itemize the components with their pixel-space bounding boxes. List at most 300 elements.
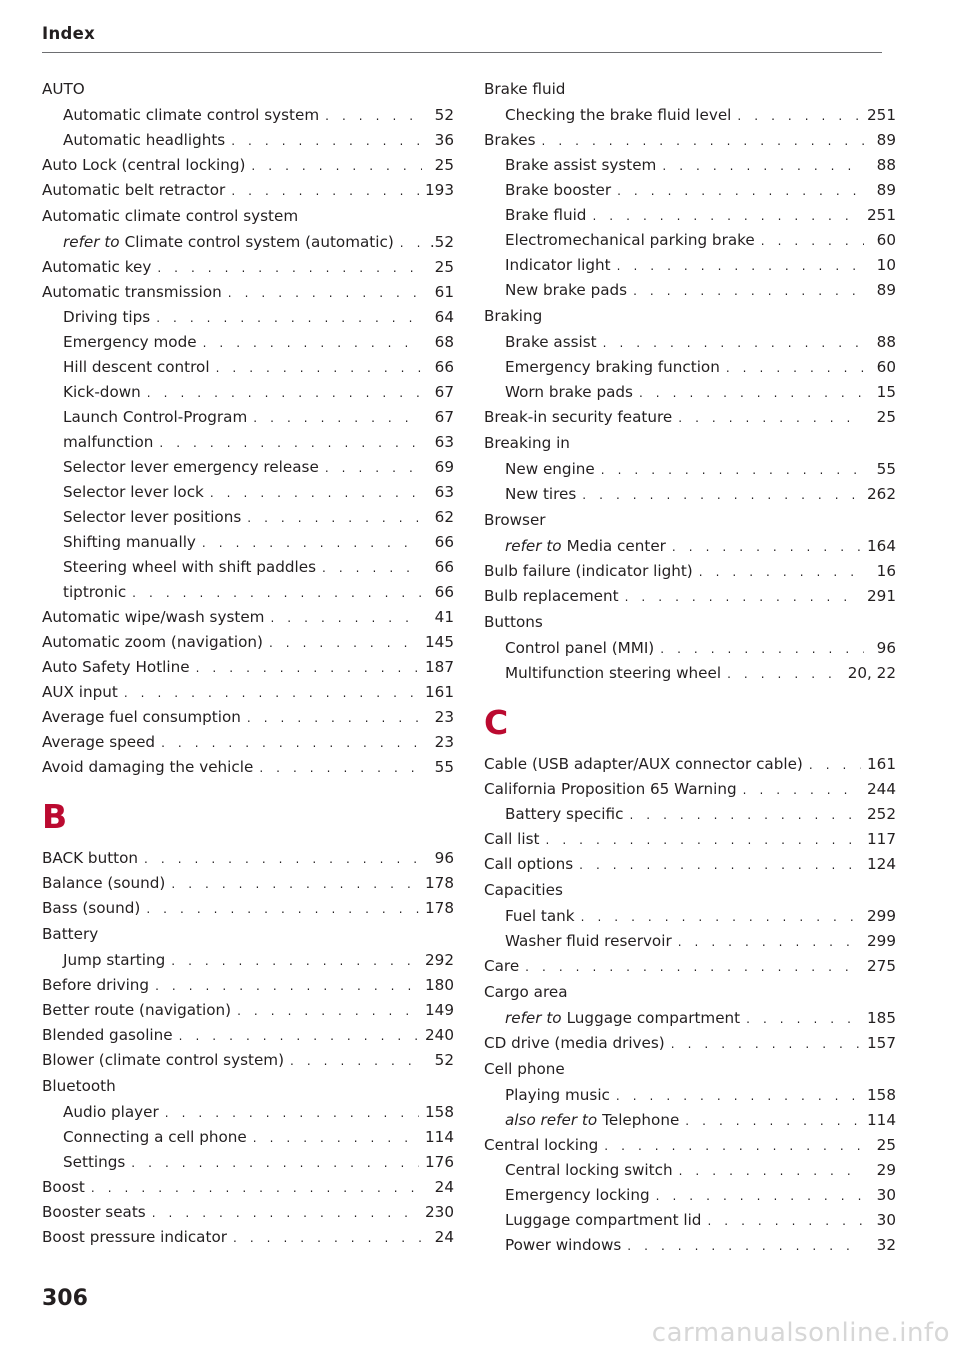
leader-dots — [152, 1201, 419, 1225]
entry-text: Selector lever positions — [63, 508, 242, 526]
page-reference: 240 — [425, 1026, 454, 1044]
index-subentry — [484, 1158, 896, 1183]
index-group-heading — [484, 303, 896, 330]
leader-dots — [231, 129, 422, 153]
index-column-left — [42, 76, 454, 1250]
index-entry — [42, 255, 454, 280]
page-reference: 60 — [876, 231, 896, 249]
entry-text: Automatic climate control system — [63, 106, 320, 124]
entry-text: Hill descent control — [63, 358, 210, 376]
index-subentry — [42, 1100, 454, 1125]
leader-dots — [165, 1101, 419, 1125]
index-entry — [42, 605, 454, 630]
page-reference: 88 — [876, 333, 896, 351]
entry-text: Brake fluid — [484, 80, 566, 98]
entry-text: Before driving — [42, 976, 150, 994]
index-subentry — [484, 1183, 896, 1208]
cross-reference-target: Luggage compartment — [566, 1009, 741, 1027]
entry-text: Bluetooth — [42, 1077, 116, 1095]
page-reference: 157 — [867, 1034, 896, 1052]
index-subentry — [42, 505, 454, 530]
leader-dots — [231, 179, 419, 203]
leader-dots — [625, 585, 861, 609]
leader-dots — [325, 456, 422, 480]
page-reference: 36 — [434, 131, 454, 149]
page-reference: 299 — [867, 907, 896, 925]
index-entry — [484, 559, 896, 584]
entry-text: Brake assist — [505, 333, 597, 351]
entry-text: Care — [484, 957, 520, 975]
index-subentry — [484, 636, 896, 661]
page-reference: 69 — [434, 458, 454, 476]
index-group-heading — [484, 979, 896, 1006]
entry-text: Automatic transmission — [42, 283, 222, 301]
index-entry — [484, 954, 896, 979]
page-reference: 185 — [867, 1009, 896, 1027]
index-subentry — [42, 430, 454, 455]
page-reference: 25 — [434, 156, 454, 174]
index-subentry — [42, 103, 454, 128]
entry-text: Multifunction steering wheel — [505, 664, 722, 682]
leader-dots — [253, 406, 422, 430]
index-subentry — [42, 230, 454, 255]
page-reference: 29 — [876, 1161, 896, 1179]
entry-text: AUTO — [42, 80, 85, 98]
leader-dots — [678, 406, 864, 430]
leader-dots — [525, 955, 861, 979]
leader-dots — [546, 828, 862, 852]
page-reference: 275 — [867, 957, 896, 975]
page-reference: 124 — [867, 855, 896, 873]
leader-dots — [146, 897, 419, 921]
index-entry — [484, 128, 896, 153]
index-subentry — [484, 1233, 896, 1258]
index-subentry — [42, 305, 454, 330]
entry-text: Emergency braking function — [505, 358, 720, 376]
index-subentry — [42, 355, 454, 380]
page-reference: 10 — [876, 256, 896, 274]
page-reference: 262 — [867, 485, 896, 503]
page-reference: 30 — [876, 1211, 896, 1229]
entry-text: Braking — [484, 307, 543, 325]
entry-text: Cell phone — [484, 1060, 565, 1078]
index-entry — [42, 871, 454, 896]
page-reference: 158 — [425, 1103, 454, 1121]
entry-text: Indicator light — [505, 256, 611, 274]
entry-text: Browser — [484, 511, 546, 529]
page-reference: 180 — [425, 976, 454, 994]
entry-text: Driving tips — [63, 308, 151, 326]
entry-text: Luggage compartment lid — [505, 1211, 702, 1229]
index-subentry — [484, 380, 896, 405]
page-reference: 88 — [876, 156, 896, 174]
index-entry — [42, 630, 454, 655]
index-entry — [42, 896, 454, 921]
page-reference: 52 — [434, 106, 454, 124]
cross-reference-target: Media center — [566, 537, 666, 555]
entry-text — [505, 534, 666, 559]
page-reference: 66 — [434, 583, 454, 601]
leader-dots — [131, 1151, 419, 1175]
page-reference: 24 — [434, 1228, 454, 1246]
cross-reference-label: refer to — [505, 1009, 562, 1027]
page-header — [42, 24, 882, 53]
leader-dots — [603, 331, 864, 355]
leader-dots — [592, 204, 861, 228]
index-subentry — [484, 355, 896, 380]
leader-dots — [157, 256, 422, 280]
leader-dots — [707, 1209, 864, 1233]
index-subentry — [484, 228, 896, 253]
entry-text: Break-in security feature — [484, 408, 673, 426]
index-subentry — [484, 457, 896, 482]
page-reference: 64 — [434, 308, 454, 326]
cross-reference-label: also refer to — [505, 1111, 598, 1129]
index-entry — [484, 584, 896, 609]
entry-text: Audio player — [63, 1103, 159, 1121]
leader-dots — [737, 104, 861, 128]
leader-dots — [228, 281, 422, 305]
leader-dots — [743, 778, 861, 802]
index-entry — [42, 705, 454, 730]
leader-dots — [639, 381, 864, 405]
leader-dots — [617, 254, 864, 278]
page-reference: 178 — [425, 899, 454, 917]
index-subentry — [42, 555, 454, 580]
entry-text: Connecting a cell phone — [63, 1128, 247, 1146]
leader-dots — [269, 631, 419, 655]
entry-text: Boost pressure indicator — [42, 1228, 227, 1246]
leader-dots — [726, 356, 864, 380]
entry-text: Worn brake pads — [505, 383, 633, 401]
index-subentry — [42, 948, 454, 973]
page-reference: 89 — [876, 131, 896, 149]
entry-text: Battery specific — [505, 805, 624, 823]
entry-text — [63, 230, 394, 255]
leader-dots — [179, 1024, 419, 1048]
page-reference: 251 — [867, 106, 896, 124]
page-reference: 178 — [425, 874, 454, 892]
leader-dots — [761, 229, 864, 253]
page-reference: 24 — [434, 1178, 454, 1196]
entry-text: Power windows — [505, 1236, 622, 1254]
index-group-heading — [484, 430, 896, 457]
page-reference: 114 — [867, 1111, 896, 1129]
index-subentry — [484, 1006, 896, 1031]
leader-dots — [247, 506, 422, 530]
entry-text: BACK button — [42, 849, 139, 867]
entry-text: Cable (USB adapter/AUX connector cable) — [484, 755, 803, 773]
entry-text — [505, 1006, 740, 1031]
leader-dots — [203, 331, 422, 355]
index-subentry — [484, 1083, 896, 1108]
index-subentry — [42, 128, 454, 153]
leader-dots — [671, 1032, 861, 1056]
index-entry — [484, 405, 896, 430]
leader-dots — [582, 483, 861, 507]
index-entry — [42, 1200, 454, 1225]
page-reference: 67 — [434, 383, 454, 401]
page-reference: 63 — [434, 483, 454, 501]
entry-text: Central locking — [484, 1136, 599, 1154]
leader-dots — [400, 231, 422, 255]
leader-dots — [132, 581, 422, 605]
entry-text: Central locking switch — [505, 1161, 673, 1179]
leader-dots — [685, 1109, 861, 1133]
index-entry — [42, 178, 454, 203]
page-reference: 67 — [434, 408, 454, 426]
entry-text: Call options — [484, 855, 574, 873]
entry-text: Automatic climate control system — [42, 207, 299, 225]
leader-dots — [156, 306, 422, 330]
page-reference: 20, 22 — [847, 664, 896, 682]
entry-text: Launch Control-Program — [63, 408, 248, 426]
entry-text: Shifting manually — [63, 533, 196, 551]
index-subentry — [42, 455, 454, 480]
index-subentry — [42, 405, 454, 430]
index-subentry — [484, 253, 896, 278]
leader-dots — [196, 656, 419, 680]
leader-dots — [216, 356, 422, 380]
index-entry — [484, 777, 896, 802]
index-subentry — [484, 153, 896, 178]
watermark-logo: carmanualsonline.info — [651, 1318, 950, 1348]
entry-text: Auto Lock (central locking) — [42, 156, 246, 174]
page-reference: 230 — [425, 1203, 454, 1221]
page-reference: 145 — [425, 633, 454, 651]
page-reference: 193 — [425, 181, 454, 199]
entry-text: Selector lever emergency release — [63, 458, 319, 476]
page-reference: 60 — [876, 358, 896, 376]
entry-text: Balance (sound) — [42, 874, 166, 892]
index-subentry — [42, 380, 454, 405]
leader-dots — [746, 1007, 861, 1031]
page-reference: 164 — [867, 537, 896, 555]
leader-dots — [601, 458, 864, 482]
page-reference: 158 — [867, 1086, 896, 1104]
entry-text: Kick-down — [63, 383, 141, 401]
index-entry — [42, 680, 454, 705]
page-reference: 149 — [425, 1001, 454, 1019]
page-reference: 62 — [434, 508, 454, 526]
index-subentry — [484, 1108, 896, 1133]
leader-dots — [325, 104, 422, 128]
index-entry — [42, 846, 454, 871]
index-entry — [42, 730, 454, 755]
leader-dots — [171, 949, 419, 973]
leader-dots — [616, 1084, 861, 1108]
index-letter-heading: B — [42, 797, 68, 836]
index-entry — [42, 153, 454, 178]
entry-text — [505, 1108, 679, 1133]
page-reference: 292 — [425, 951, 454, 969]
entry-text: Cargo area — [484, 983, 568, 1001]
entry-text: Settings — [63, 1153, 126, 1171]
index-group-heading — [42, 76, 454, 103]
page-reference: 176 — [425, 1153, 454, 1171]
entry-text: Jump starting — [63, 951, 166, 969]
page-reference: 32 — [876, 1236, 896, 1254]
page-number: 306 — [42, 1286, 88, 1311]
page-reference: 161 — [867, 755, 896, 773]
entry-text: New brake pads — [505, 281, 628, 299]
page-reference: 96 — [876, 639, 896, 657]
leader-dots — [161, 731, 422, 755]
index-group-heading — [484, 609, 896, 636]
leader-dots — [660, 637, 864, 661]
index-letter-heading: C — [484, 703, 509, 742]
leader-dots — [155, 974, 419, 998]
entry-text: Emergency locking — [505, 1186, 650, 1204]
index-entry — [484, 852, 896, 877]
index-entry — [484, 752, 896, 777]
entry-text: Automatic headlights — [63, 131, 226, 149]
entry-text: Electromechanical parking brake — [505, 231, 755, 249]
entry-text: Bulb replacement — [484, 587, 619, 605]
cross-reference-target: Climate control system (automatic) — [124, 233, 394, 251]
index-entry — [42, 1023, 454, 1048]
entry-text: Automatic belt retractor — [42, 181, 226, 199]
entry-text: tiptronic — [63, 583, 127, 601]
index-subentry — [484, 203, 896, 228]
entry-text: Playing music — [505, 1086, 610, 1104]
entry-text: Booster seats — [42, 1203, 146, 1221]
index-entry — [42, 655, 454, 680]
index-subentry — [484, 802, 896, 827]
entry-text: Auto Safety Hotline — [42, 658, 190, 676]
leader-dots — [159, 431, 422, 455]
entry-text: California Proposition 65 Warning — [484, 780, 737, 798]
entry-text: New engine — [505, 460, 595, 478]
entry-text: Buttons — [484, 613, 543, 631]
cross-reference-label: refer to — [63, 233, 120, 251]
page-reference: 114 — [425, 1128, 454, 1146]
index-subentry — [484, 103, 896, 128]
page-reference: 41 — [434, 608, 454, 626]
index-group-heading — [42, 1073, 454, 1100]
index-entry — [42, 1225, 454, 1250]
leader-dots — [604, 1134, 864, 1158]
page-reference: 55 — [876, 460, 896, 478]
entry-text: Better route (navigation) — [42, 1001, 232, 1019]
entry-text: malfunction — [63, 433, 154, 451]
leader-dots — [124, 681, 419, 705]
page-reference: 25 — [876, 1136, 896, 1154]
page-reference: 30 — [876, 1186, 896, 1204]
index-subentry — [484, 278, 896, 303]
leader-dots — [617, 179, 864, 203]
index-subentry — [42, 1125, 454, 1150]
index-group-heading — [42, 921, 454, 948]
leader-dots — [237, 999, 419, 1023]
index-column-right — [484, 76, 896, 1258]
leader-dots — [809, 753, 861, 777]
leader-dots — [290, 1049, 422, 1073]
entry-text: Average fuel consumption — [42, 708, 241, 726]
page-reference: 66 — [434, 358, 454, 376]
leader-dots — [171, 872, 419, 896]
index-subentry — [42, 1150, 454, 1175]
page-reference: 63 — [434, 433, 454, 451]
leader-dots — [581, 905, 861, 929]
page-reference: 23 — [434, 733, 454, 751]
entry-text: Blower (climate control system) — [42, 1051, 285, 1069]
index-subentry — [484, 929, 896, 954]
leader-dots — [627, 1234, 864, 1258]
index-entry — [42, 1175, 454, 1200]
index-group-heading — [484, 877, 896, 904]
index-subentry — [484, 1208, 896, 1233]
page-reference: 89 — [876, 281, 896, 299]
index-subentry — [484, 178, 896, 203]
page-reference: 299 — [867, 932, 896, 950]
index-entry — [42, 998, 454, 1023]
index-entry — [42, 755, 454, 780]
index-subentry — [42, 330, 454, 355]
page-reference: 61 — [434, 283, 454, 301]
index-subentry — [484, 661, 896, 686]
cross-reference-label: refer to — [505, 537, 562, 555]
index-subentry — [484, 534, 896, 559]
entry-text: Breaking in — [484, 434, 570, 452]
entry-text: Average speed — [42, 733, 156, 751]
leader-dots — [579, 853, 861, 877]
index-subentry — [42, 480, 454, 505]
leader-dots — [633, 279, 864, 303]
page-reference: 187 — [425, 658, 454, 676]
page-reference: 117 — [867, 830, 896, 848]
leader-dots — [270, 606, 422, 630]
entry-text: Brake fluid — [505, 206, 587, 224]
entry-text: Automatic wipe/wash system — [42, 608, 265, 626]
index-group-heading — [484, 1056, 896, 1083]
page-reference: 15 — [876, 383, 896, 401]
entry-text: Brakes — [484, 131, 536, 149]
entry-text: Call list — [484, 830, 540, 848]
entry-text: CD drive (media drives) — [484, 1034, 665, 1052]
leader-dots — [147, 381, 422, 405]
index-entry — [42, 973, 454, 998]
leader-dots — [144, 847, 422, 871]
entry-text: AUX input — [42, 683, 118, 701]
page-reference: 68 — [434, 333, 454, 351]
entry-text: Automatic zoom (navigation) — [42, 633, 263, 651]
index-subentry — [42, 530, 454, 555]
page-reference: 66 — [434, 533, 454, 551]
leader-dots — [541, 129, 864, 153]
entry-text: Bulb failure (indicator light) — [484, 562, 693, 580]
index-subentry — [484, 904, 896, 929]
index-subentry — [484, 330, 896, 355]
entry-text: Brake assist system — [505, 156, 657, 174]
entry-text: Automatic key — [42, 258, 152, 276]
leader-dots — [210, 481, 422, 505]
index-group-heading — [484, 76, 896, 103]
cross-reference-target: Telephone — [602, 1111, 680, 1129]
page-reference: 25 — [876, 408, 896, 426]
leader-dots — [629, 803, 861, 827]
leader-dots — [202, 531, 422, 555]
page-reference: 66 — [434, 558, 454, 576]
entry-text: Checking the brake fluid level — [505, 106, 732, 124]
entry-text: Control panel (MMI) — [505, 639, 655, 657]
page-reference: 96 — [434, 849, 454, 867]
leader-dots — [247, 706, 422, 730]
leader-dots — [727, 662, 842, 686]
page-reference: 52 — [434, 1051, 454, 1069]
entry-text: Steering wheel with shift paddles — [63, 558, 316, 576]
page-reference: 25 — [434, 258, 454, 276]
